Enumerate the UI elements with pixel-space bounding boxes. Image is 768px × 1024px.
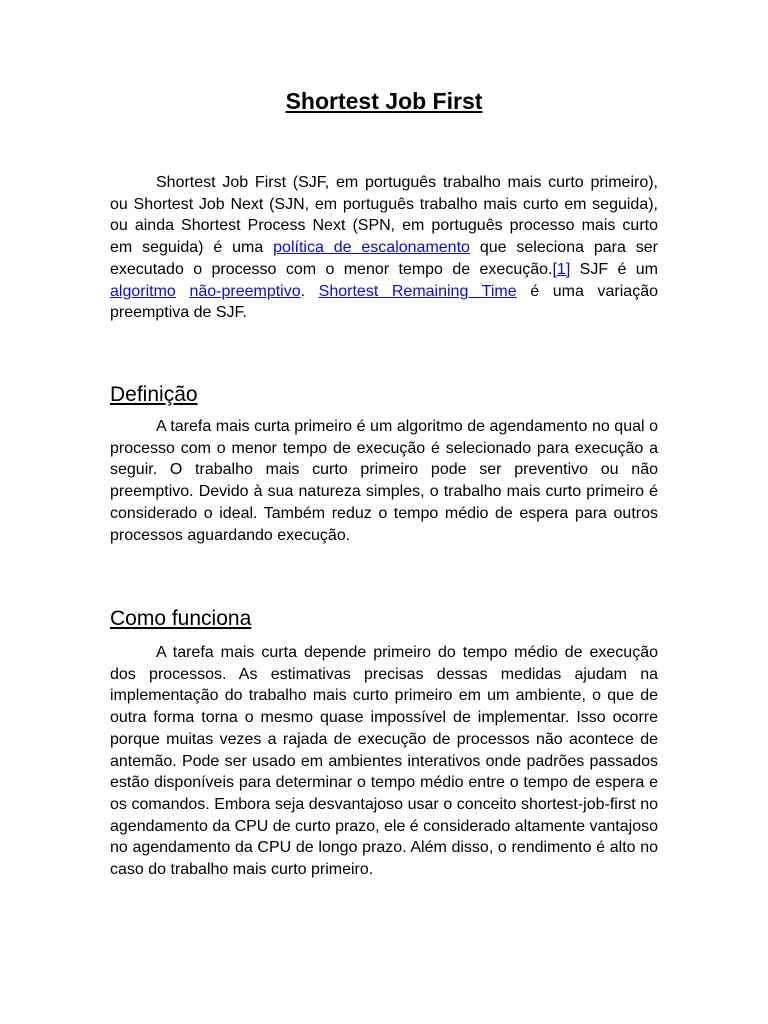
link-politica-de-escalonamento[interactable]: política de escalonamento bbox=[273, 239, 470, 257]
section-heading-definicao: Definição bbox=[110, 383, 198, 406]
reference-link-1[interactable]: [1] bbox=[552, 260, 571, 278]
intro-text-1: Shortest Job First (SJF, em português trabalho mais curto primeiro), ou Shortest Job Next (SJN, em português trabalho mais curto em seguida), ou ainda Shortest Process Next (SPN, em português processo mais curto em seguida) é uma bbox=[110, 174, 658, 257]
intro-text-4 bbox=[176, 283, 190, 300]
link-shortest-remaining-time[interactable]: Shortest Remaining Time bbox=[318, 282, 517, 300]
intro-text-5: . bbox=[300, 282, 319, 300]
intro-text-6: é uma variação preemptiva de SJF. bbox=[110, 282, 659, 322]
link-algoritmo[interactable]: algoritmo bbox=[110, 282, 176, 300]
link-nao-preemptivo[interactable]: não-preemptivo bbox=[189, 282, 301, 300]
page-title: Shortest Job First bbox=[285, 88, 483, 114]
como-funciona-paragraph: A tarefa mais curta depende primeiro do tempo médio de execução dos processos. As estimativas precisas dessas medidas ajudam na implementação do trabalho mais curto primeiro em um ambiente, o que de outra forma torna o mesmo quase impossível de implementar. Isso ocorre porque muitas vezes a rajada de execução de processos não acontece de antemão. Pode ser usado em ambientes interativos onde padrões passados estão disponíveis para determinar o tempo médio entre o tempo de espera e os comandos. Embora seja desvantajoso usar o conceito shortest-job-first no agendamento da CPU de curto prazo, ele é considerado altamente vantajoso no agendamento da CPU de longo prazo. Além disso, o rendimento é alto no caso do trabalho mais curto primeiro. bbox=[110, 644, 658, 879]
definicao-paragraph: A tarefa mais curta primeiro é um algoritmo de agendamento no qual o processo com o menor tempo de execução é selecionado para execução a seguir. O trabalho mais curto primeiro pode ser preventivo ou não preemptivo. Devido à sua natureza simples, o trabalho mais curto primeiro é considerado o ideal. Também reduz o tempo médio de espera para outros processos aguardando execução. bbox=[110, 418, 658, 544]
section-heading-como-funciona: Como funciona bbox=[110, 607, 252, 630]
intro-text-2: que seleciona para ser executado o processo com o menor tempo de execução. bbox=[110, 239, 659, 278]
intro-paragraph bbox=[110, 172, 658, 324]
intro-text-3: SJF é um bbox=[570, 260, 659, 278]
